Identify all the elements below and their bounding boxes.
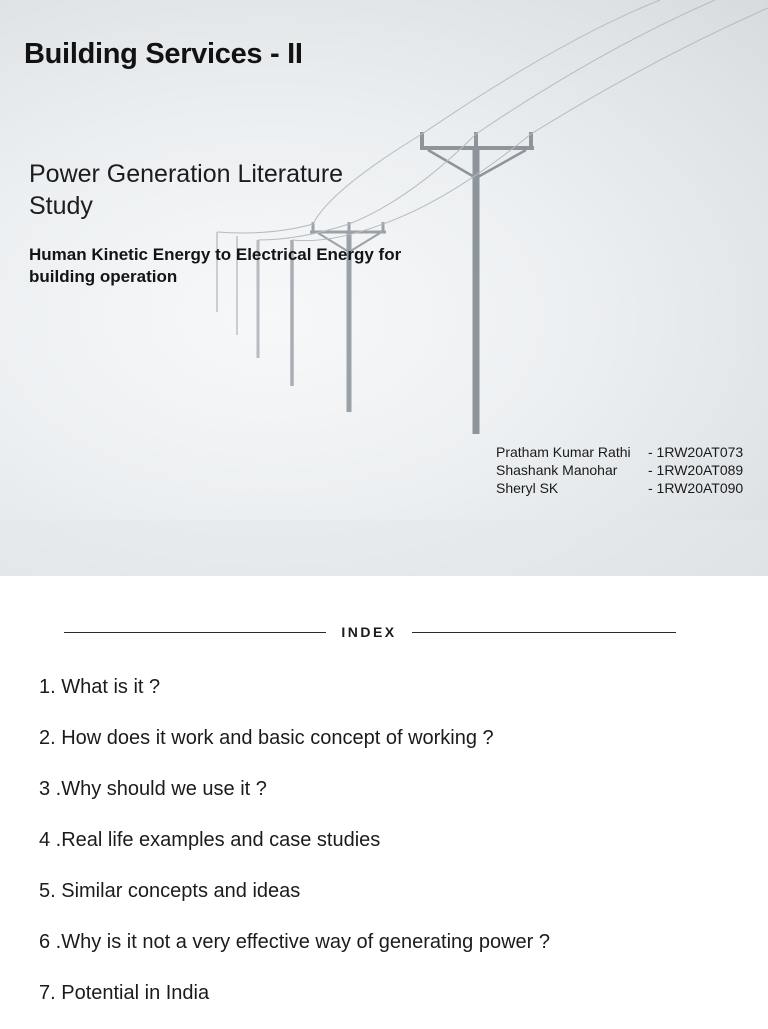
author-id: - 1RW20AT073 <box>648 444 744 460</box>
index-item: 6 .Why is it not a very effective way of generating power ? <box>39 931 550 953</box>
index-item: 2. How does it work and basic concept of working ? <box>39 727 494 749</box>
author-id: - 1RW20AT089 <box>648 462 744 478</box>
index-heading: INDEX <box>341 624 397 640</box>
author-row <box>496 461 743 479</box>
document-subtitle: Human Kinetic Energy to Electrical Energy for building operation <box>29 245 402 286</box>
index-item: 1. What is it ? <box>39 676 161 698</box>
index-item: 7. Potential in India <box>39 982 210 1004</box>
author-name: Sheryl SK <box>496 480 559 496</box>
index-item: 5. Similar concepts and ideas <box>39 880 301 902</box>
index-header <box>64 622 676 642</box>
author-name: Shashank Manohar <box>496 462 618 478</box>
index-item: 3 .Why should we use it ? <box>39 778 267 800</box>
author-id: - 1RW20AT090 <box>648 480 744 496</box>
document-title: Power Generation Literature Study <box>29 160 344 220</box>
author-list <box>496 443 743 497</box>
course-title: Building Services - II <box>24 38 303 70</box>
index-item: 4 .Real life examples and case studies <box>39 829 381 851</box>
index-divider-right <box>412 632 676 633</box>
author-row <box>496 479 743 497</box>
author-row <box>496 443 743 461</box>
index-list <box>39 672 550 1029</box>
author-name: Pratham Kumar Rathi <box>496 444 631 460</box>
index-divider-left <box>64 632 326 633</box>
